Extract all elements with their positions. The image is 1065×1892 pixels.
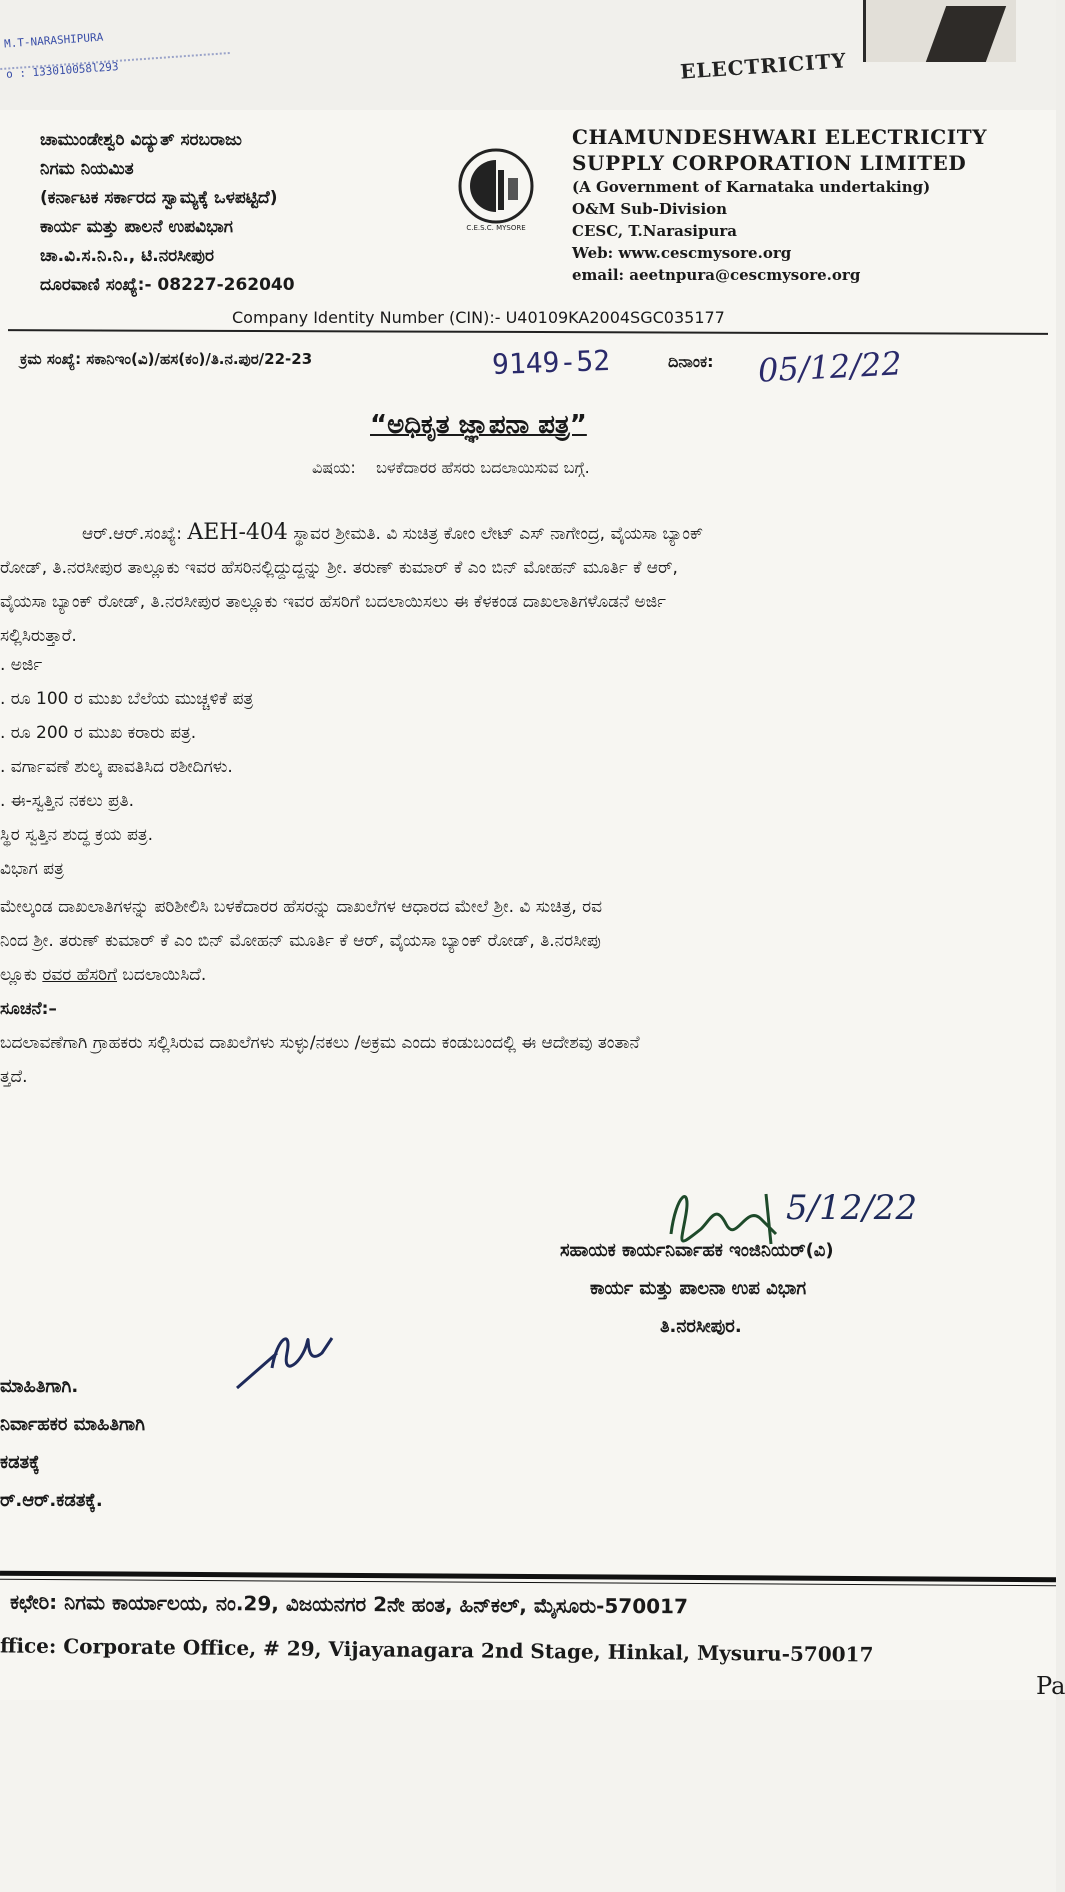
logo-caption: C.E.S.C. MYSORE bbox=[466, 224, 526, 232]
body-line bbox=[0, 516, 1056, 551]
stub-account: o : 133010058l293 bbox=[5, 60, 119, 81]
note-label: ಸೂಚನೆ:– bbox=[0, 999, 57, 1019]
signatory-block bbox=[560, 1232, 834, 1346]
memo-title: “ಅಧಿಕೃತ ಜ್ಞಾಪನಾ ಪತ್ರ” bbox=[370, 410, 587, 440]
list-item: . ರೂ 100 ರ ಮುಖ ಬೆಲೆಯ ಮುಚ್ಚಳಿಕೆ ಪತ್ರ bbox=[0, 689, 254, 709]
letterhead-en-line: CESC, T.Narasipura bbox=[572, 222, 737, 240]
list-item: . ಈ-ಸ್ವತ್ತಿನ ನಕಲು ಪ್ರತಿ. bbox=[0, 791, 135, 811]
rr-label: ಆರ್.ಆರ್.ಸಂಖ್ಯೆ: bbox=[82, 524, 182, 544]
rr-number: AEH-404 bbox=[187, 520, 288, 545]
reference-label: ಕ್ರಮ ಸಂಖ್ಯೆ: ಸಕಾನಿಇಂ(ವಿ)/ಹಸ(ಕಂ)/ತಿ.ನ.ಪುರ/22-23 bbox=[20, 350, 313, 368]
letterhead-english bbox=[572, 124, 1052, 286]
company-name-line-1: CHAMUNDESHWARI ELECTRICITY bbox=[572, 125, 988, 149]
subject-text: ಬಳಕೆದಾರರ ಹೆಸರು ಬದಲಾಯಿಸುವ ಬಗ್ಗೆ. bbox=[376, 458, 590, 477]
letterhead-email: email: aeetnpura@cescmysore.org bbox=[572, 266, 861, 284]
initials-signature bbox=[232, 1308, 382, 1398]
signature-date: 5/12/22 bbox=[786, 1188, 918, 1228]
cc-item: ನಿರ್ವಾಹಕರ ಮಾಹಿತಿಗಾಗಿ bbox=[0, 1414, 145, 1435]
copy-to-list bbox=[0, 1368, 145, 1520]
letterhead-kn-line: ನಿಗಮ ನಿಯಮಿತ bbox=[40, 159, 134, 179]
body-line: ಮೇಲ್ಕಂಡ ದಾಖಲಾತಿಗಳನ್ನು ಪರಿಶೀಲಿಸಿ ಬಳಕೆದಾರರ ಹೆಸರನ್ನು ದಾಖಲೆಗಳ ಆಧಾರದ ಮೇಲೆ ಶ್ರೀ. ವಿ ಸುಚಿತ್ರ, ರವ bbox=[0, 897, 603, 917]
signatory-designation: ಸಹಾಯಕ ಕಾರ್ಯನಿರ್ವಾಹಕ ಇಂಜಿನಿಯರ್(ವಿ) bbox=[560, 1240, 834, 1261]
letterhead-en-line: (A Government of Karnataka undertaking) bbox=[572, 178, 931, 196]
company-cin: Company Identity Number (CIN):- U40109KA2004SGC035177 bbox=[232, 308, 725, 327]
note-line: ಬದಲಾವಣೆಗಾಗಿ ಗ್ರಾಹಕರು ಸಲ್ಲಿಸಿರುವ ದಾಖಲೆಗಳು ಸುಳ್ಳು/ನಕಲು /ಅಕ್ರಮ ಎಂದು ಕಂಡುಬಂದಲ್ಲಿ ಈ ಆದೇಶವು ತಂತಾನೆ bbox=[0, 1033, 640, 1053]
cesc-logo bbox=[450, 140, 542, 232]
date-value: 05/12/22 bbox=[757, 344, 903, 390]
list-item: . ವರ್ಗಾವಣೆ ಶುಲ್ಕ ಪಾವತಿಸಿದ ರಶೀದಿಗಳು. bbox=[0, 757, 233, 777]
body-line: ನಿಂದ ಶ್ರೀ. ತರುಣ್ ಕುಮಾರ್ ಕೆ ಎಂ ಬಿನ್ ಮೋಹನ್ ಮೂರ್ತಿ ಕೆ ಆರ್, ವೈಯಸಾ ಬ್ಯಾಂಕ್ ರೋಡ್, ತಿ.ನರಸೀಪು bbox=[0, 931, 601, 951]
subject-line bbox=[312, 458, 590, 478]
company-name-line-2: SUPPLY CORPORATION LIMITED bbox=[572, 151, 967, 175]
list-item: . ರೂ 200 ರ ಮುಖ ಕರಾರು ಪತ್ರ. bbox=[0, 723, 197, 743]
body-line: ಸಲ್ಲಿಸಿರುತ್ತಾರೆ. bbox=[0, 626, 77, 646]
stub-heading: ELECTRICITY bbox=[679, 48, 848, 84]
letterhead-kn-line: ಚಾ.ವಿ.ಸ.ನಿ.ನಿ., ಟಿ.ನರಸೀಪುರ bbox=[40, 246, 214, 266]
note-line: ತ್ತದೆ. bbox=[0, 1067, 28, 1087]
cc-item: ಕಡತಕ್ಕೆ bbox=[0, 1452, 40, 1473]
letterhead-web: Web: www.cescmysore.org bbox=[572, 244, 792, 262]
letterhead-kannada bbox=[40, 126, 430, 300]
documents-list bbox=[0, 648, 253, 886]
body-text: ಸ್ಥಾವರ ಶ್ರೀಮತಿ. ವಿ ಸುಚಿತ್ರ ಕೋಂ ಲೇಟ್ ಎಸ್ ನಾಗೇಂದ್ರ, ವೈಯಸಾ ಬ್ಯಾಂಕ್ bbox=[293, 524, 704, 544]
receipt-stub bbox=[0, 0, 1056, 110]
letterhead-kn-line: ದೂರವಾಣಿ ಸಂಖ್ಯೆ:- 08227-262040 bbox=[40, 275, 295, 295]
reference-number: 9149-52 bbox=[491, 343, 611, 382]
body-paragraph-1 bbox=[0, 516, 1056, 653]
stub-department: M.T-NARASHIPURA bbox=[3, 30, 104, 51]
cc-item: ಮಾಹಿತಿಗಾಗಿ. bbox=[0, 1376, 79, 1397]
letterhead-kn-line: (ಕರ್ನಾಟಕ ಸರ್ಕಾರದ ಸ್ವಾಮ್ಯಕ್ಕೆ ಒಳಪಟ್ಟಿದೆ) bbox=[40, 188, 278, 208]
body-line: ರೋಡ್, ತಿ.ನರಸೀಪುರ ತಾಲ್ಲೂಕು ಇವರ ಹೆಸರಿನಲ್ಲಿದ್ದುದ್ದನ್ನು ಶ್ರೀ. ತರುಣ್ ಕುಮಾರ್ ಕೆ ಎಂ ಬಿನ್ ಮೋಹನ್ ಮೂರ್ತಿ ಕೆ ಆರ್, bbox=[0, 558, 678, 578]
list-item: ಸ್ಥಿರ ಸ್ವತ್ತಿನ ಶುದ್ಧ ಕ್ರಯ ಪತ್ರ. bbox=[0, 825, 154, 845]
subject-label: ವಿಷಯ: bbox=[312, 458, 356, 477]
underlined-text: ರವರ ಹೆಸರಿಗೆ bbox=[42, 965, 118, 985]
body-line: ವೈಯಸಾ ಬ್ಯಾಂಕ್ ರೋಡ್, ತಿ.ನರಸೀಪುರ ತಾಲ್ಲೂಕು ಇವರ ಹೆಸರಿಗೆ ಬದಲಾಯಿಸಲು ಈ ಕೆಳಕಂಡ ದಾಖಲಾತಿಗಳೊಡನೆ ಅರ್ಜಿ bbox=[0, 592, 666, 612]
body-text: ಲ್ಲೂಕು bbox=[0, 965, 43, 985]
blank-margin bbox=[0, 1700, 1056, 1892]
letterhead-divider bbox=[8, 329, 1048, 335]
body-text: ಬದಲಾಯಿಸಿದೆ. bbox=[122, 965, 207, 985]
body-paragraph-2 bbox=[0, 890, 640, 1094]
footer-address-english: ffice: Corporate Office, # 29, Vijayanagara 2nd Stage, Hinkal, Mysuru-570017 bbox=[0, 1633, 874, 1667]
letterhead-en-line: O&M Sub-Division bbox=[572, 200, 728, 218]
signatory-office: ಕಾರ್ಯ ಮತ್ತು ಪಾಲನಾ ಉಪ ವಿಭಾಗ bbox=[590, 1278, 807, 1299]
footer-address-kannada: ಕಛೇರಿ: ನಿಗಮ ಕಾರ್ಯಾಲಯ, ನಂ.29, ವಿಜಯನಗರ 2ನೇ ಹಂತ, ಹಿನ್‌ಕಲ್, ಮೈಸೂರು-570017 bbox=[9, 1589, 688, 1619]
letterhead-kn-line: ಚಾಮುಂಡೇಶ್ವರಿ ವಿದ್ಯುತ್ ಸರಬರಾಜು bbox=[40, 130, 242, 150]
cc-item: ರ್.ಆರ್.ಕಡತಕ್ಕೆ. bbox=[0, 1490, 103, 1511]
signatory-place: ತಿ.ನರಸೀಪುರ. bbox=[660, 1316, 742, 1337]
page-number: Pa bbox=[1036, 1672, 1065, 1700]
body-line bbox=[0, 958, 640, 992]
letterhead-kn-line: ಕಾರ್ಯ ಮತ್ತು ಪಾಲನೆ ಉಪವಿಭಾಗ bbox=[40, 217, 233, 237]
photo-corner bbox=[863, 0, 1016, 62]
date-label: ದಿನಾಂಕ: bbox=[668, 352, 714, 371]
list-item: . ಅರ್ಜಿ bbox=[0, 655, 43, 675]
list-item: ವಿಭಾಗ ಪತ್ರ bbox=[0, 859, 64, 879]
